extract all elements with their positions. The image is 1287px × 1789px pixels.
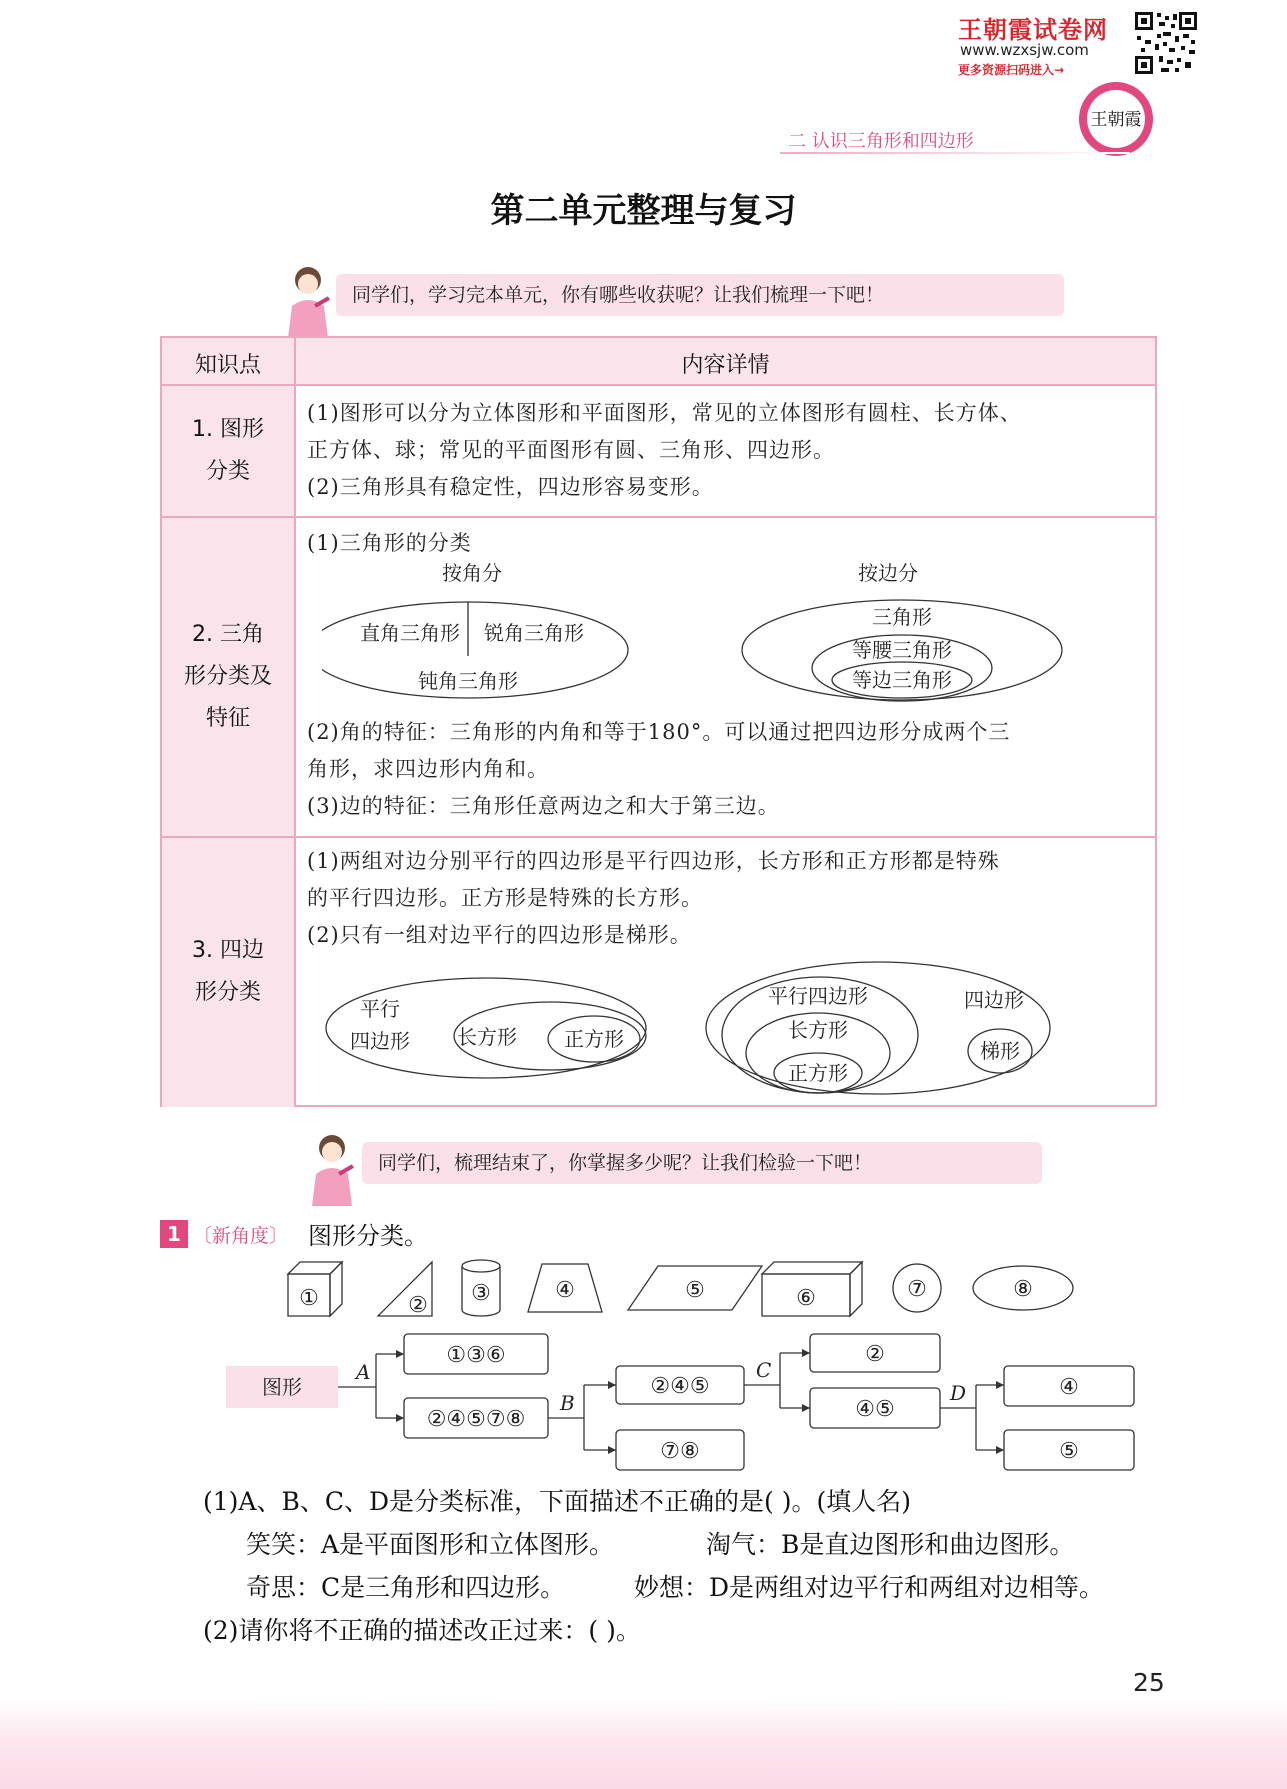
right-triangle-label: 直角三角形 xyxy=(360,621,460,645)
teacher-icon xyxy=(284,264,336,340)
content-line: 正方体、球；常见的平面图形有圆、三角形、四边形。 xyxy=(307,438,835,462)
quad-label: 四边形 xyxy=(964,988,1024,1012)
unit-title: 二 认识三角形和四边形 xyxy=(788,131,974,152)
qr-code-icon[interactable] xyxy=(1133,10,1199,76)
brand-name: 王朝霞试卷网 xyxy=(958,16,1108,44)
intro-bubble: 同学们，学习完本单元，你有哪些收获呢？让我们梳理一下吧！ xyxy=(336,274,1064,316)
trapezoid-label: 梯形 xyxy=(980,1039,1020,1063)
row-divider xyxy=(162,516,1155,518)
svg-text:④: ④ xyxy=(555,1278,575,1303)
circle-shape xyxy=(893,1264,941,1312)
parallel-label: 平行 xyxy=(360,997,400,1021)
brand-url[interactable]: www.wzxsjw.com xyxy=(960,41,1089,59)
row-label-line: 分类 xyxy=(205,459,250,484)
row-label-line: 3. 四边 xyxy=(192,938,264,963)
content-line: (2)角的特征：三角形的内角和等于180°。可以通过把四边形分成两个三 xyxy=(307,720,1011,744)
page-title: 第二单元整理与复习 xyxy=(490,191,797,231)
content-line: (1)两组对边分别平行的四边形是平行四边形，长方形和正方形都是特殊 xyxy=(307,849,1000,873)
square-label: 正方形 xyxy=(564,1027,624,1051)
teacher-icon xyxy=(308,1132,360,1208)
node-45: ④⑤ xyxy=(855,1397,895,1422)
node-136: ①③⑥ xyxy=(446,1343,506,1368)
obtuse-triangle-label: 钝角三角形 xyxy=(418,669,518,693)
by-side-title: 按边分 xyxy=(858,561,918,585)
ellipse-shape xyxy=(973,1266,1073,1310)
column-header-content: 内容详情 xyxy=(681,353,770,378)
column-header-topic: 知识点 xyxy=(194,353,261,378)
quadrilateral-label: 四边形 xyxy=(350,1029,410,1053)
content-line: (3)边的特征：三角形任意两边之和大于第三边。 xyxy=(307,794,780,818)
row-label-3 xyxy=(162,930,294,1014)
parallelogram-label: 平行四边形 xyxy=(768,984,868,1008)
answer-option-qisi: 奇思：C是三角形和四边形。 xyxy=(246,1573,566,1602)
answer-option-miaoxiang: 妙想：D是两组对边平行和两组对边相等。 xyxy=(634,1573,1105,1602)
answer-option-taoqi: 淘气：B是直边图形和曲边图形。 xyxy=(706,1530,1075,1559)
square-label: 正方形 xyxy=(788,1061,848,1085)
answer-option-xiaoxiao: 笑笑：A是平面图形和立体图形。 xyxy=(246,1530,615,1559)
subquestion-2: (2)请你将不正确的描述改正过来：( )。 xyxy=(203,1616,641,1645)
svg-text:③: ③ xyxy=(471,1281,491,1306)
shapes-row xyxy=(280,1252,1080,1324)
row-label-line: 特征 xyxy=(205,706,250,731)
question-title: 图形分类。 xyxy=(308,1222,428,1250)
acute-triangle-label: 锐角三角形 xyxy=(484,621,584,645)
trapezoid-shape xyxy=(528,1264,602,1312)
check-bubble: 同学们，梳理结束了，你掌握多少呢？让我们检验一下吧！ xyxy=(362,1142,1042,1184)
knowledge-table xyxy=(160,336,1157,1107)
node-78: ⑦⑧ xyxy=(660,1439,700,1464)
content-line: (1)图形可以分为立体图形和平面图形，常见的立体图形有圆柱、长方体、 xyxy=(307,401,1022,425)
rectangle-label: 长方形 xyxy=(457,1025,517,1049)
criterion-a: A xyxy=(356,1360,371,1384)
criterion-b: B xyxy=(560,1391,575,1415)
row-label-1 xyxy=(162,409,294,493)
row-label-line: 1. 图形 xyxy=(192,417,264,442)
node-24578: ②④⑤⑦⑧ xyxy=(426,1407,526,1432)
svg-text:⑦: ⑦ xyxy=(907,1277,927,1302)
svg-text:⑥: ⑥ xyxy=(796,1286,816,1311)
svg-text:⑧: ⑧ xyxy=(1013,1277,1033,1302)
svg-text:②: ② xyxy=(408,1293,428,1318)
triangle-shape xyxy=(378,1262,432,1318)
svg-text:⑤: ⑤ xyxy=(685,1278,705,1303)
node-2: ② xyxy=(865,1342,885,1367)
node-245: ②④⑤ xyxy=(650,1374,710,1399)
content-line: (1)三角形的分类 xyxy=(307,531,472,555)
classification-tree xyxy=(220,1326,1150,1474)
content-line: (2)三角形具有稳定性，四边形容易变形。 xyxy=(307,475,714,499)
node-5: ⑤ xyxy=(1059,1439,1079,1464)
row-divider xyxy=(162,384,1155,386)
isosceles-label: 等腰三角形 xyxy=(852,638,952,662)
parallelogram-shape xyxy=(628,1266,762,1310)
content-line: 角形，求四边形内角和。 xyxy=(307,757,549,781)
criterion-c: C xyxy=(756,1358,772,1382)
triangle-label: 三角形 xyxy=(872,605,932,629)
cube-shape xyxy=(288,1262,342,1316)
svg-text:①: ① xyxy=(299,1286,319,1311)
criterion-d: D xyxy=(950,1381,967,1405)
question-tag: 〔新角度〕 xyxy=(193,1225,289,1247)
row-label-line: 形分类 xyxy=(194,980,261,1005)
unit-title-underline xyxy=(780,152,1130,154)
footer-band xyxy=(0,1700,1287,1789)
cylinder-shape xyxy=(462,1260,500,1316)
cuboid-shape xyxy=(762,1262,862,1316)
content-line: 的平行四边形。正方形是特殊的长方形。 xyxy=(307,886,703,910)
svg-text:图形: 图形 xyxy=(262,1375,302,1399)
rectangle-label: 长方形 xyxy=(788,1018,848,1042)
column-divider xyxy=(294,338,296,1105)
question-number: 1 xyxy=(160,1220,188,1248)
page-number: 25 xyxy=(1133,1668,1165,1697)
content-line: (2)只有一组对边平行的四边形是梯形。 xyxy=(307,923,692,947)
triangle-classification-diagram xyxy=(322,556,1162,716)
row-divider xyxy=(162,836,1155,838)
row-label-2 xyxy=(162,614,294,740)
by-angle-title: 按角分 xyxy=(442,561,502,585)
subquestion-1: (1)A、B、C、D是分类标准，下面描述不正确的是( )。(填人名) xyxy=(203,1487,911,1516)
row-label-line: 形分类及 xyxy=(183,664,272,689)
quadrilateral-classification-diagram xyxy=(322,958,1162,1098)
node-4: ④ xyxy=(1059,1375,1079,1400)
row-label-line: 2. 三角 xyxy=(192,622,264,647)
equilateral-label: 等边三角形 xyxy=(852,668,952,692)
publisher-seal-icon xyxy=(1076,80,1156,158)
scan-hint: 更多资源扫码进入→ xyxy=(958,63,1065,77)
seal-text: 王朝霞 xyxy=(1090,110,1142,130)
